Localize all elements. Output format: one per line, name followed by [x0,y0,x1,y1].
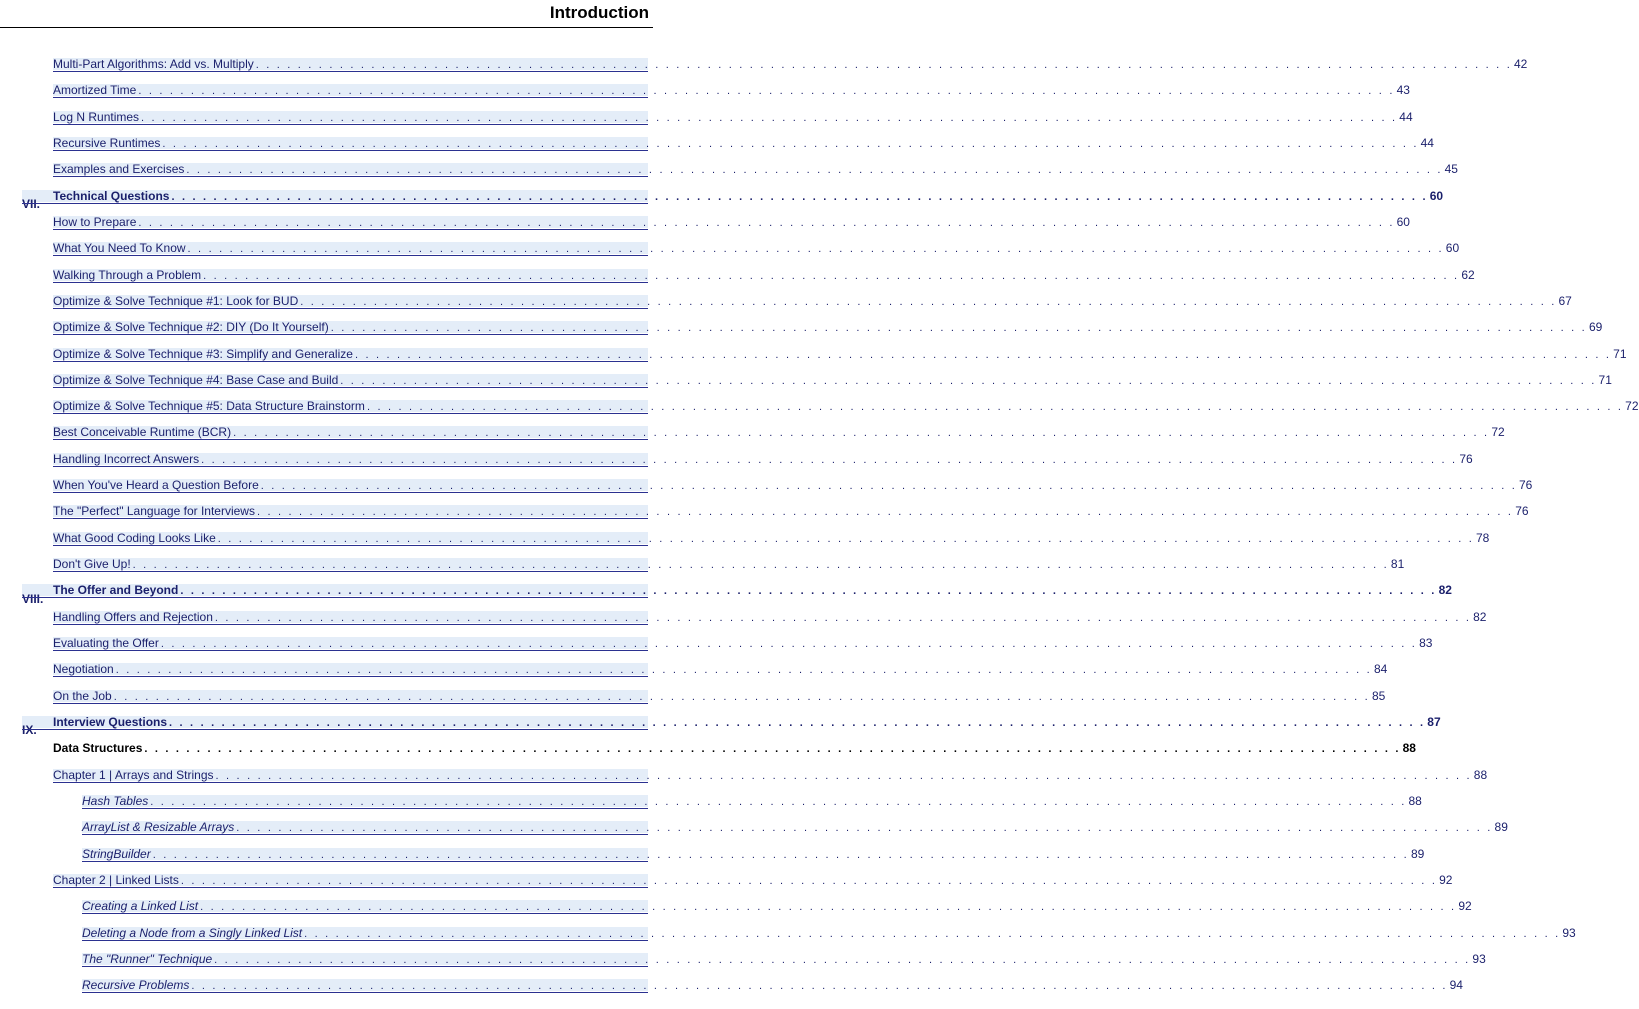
toc-entry-title: Handling Offers and Rejection [53,609,213,624]
dot-leader: . . . . . . . . . . . . . . . . . . . . . . . . . . . . . . . . . . . . . . . . . . . . . . . . . . . . . . . . . . . . . . . . . . . . . . . . . . . . . . . . . . . . . . . . . . . . . . . . . . . . . . . . . . . . . . . . . . . . . . . . [330,322,1587,335]
toc-entry-title: Don't Give Up! [53,557,131,572]
toc-entry[interactable] [0,107,1413,133]
dot-leader: . . . . . . . . . . . . . . . . . . . . . . . . . . . . . . . . . . . . . . . . . . . . . . . . . . . . . . . . . . . . . . . . . . . . . . . . . . . . . . . . . . . . . . . . . . . . . . . . . . . . . . . . . . . . . . . . . . . . . . . . [113,690,1370,703]
toc-entry-link[interactable] [53,265,1475,283]
dot-leader: . . . . . . . . . . . . . . . . . . . . . . . . . . . . . . . . . . . . . . . . . . . . . . . . . . . . . . . . . . . . . . . . . . . . . . . . . . . . . . . . . . . . . . . . . . . . . . . . . . . . . . . . . . . . . . . . . . . . . . . . [200,901,1457,914]
toc-page-number: 60 [1396,214,1410,229]
toc-entry[interactable] [0,54,1528,80]
toc-entry-title: Walking Through a Problem [53,267,202,282]
toc-entry-link[interactable] [53,317,1603,335]
toc-entry-title: Optimize & Solve Technique #2: DIY (Do It Yourself) [53,320,329,335]
toc-entry-link [53,738,1416,756]
toc-part-heading [0,738,1416,764]
dot-leader: . . . . . . . . . . . . . . . . . . . . . . . . . . . . . . . . . . . . . . . . . . . . . . . . . . . . . . . . . . . . . . . . . . . . . . . . . . . . . . . . . . . . . . . . . . . . . . . . . . . . . . . . . . . . . . . . . . . . . . . . [304,927,1561,940]
toc-entry-title: How to Prepare [53,214,137,229]
toc-entry-link[interactable] [22,580,1452,598]
toc-entry-title: Creating a Linked List [82,899,199,914]
toc-page-number: 89 [1494,820,1508,835]
toc-entry-link[interactable] [53,686,1386,704]
toc-page-number: 62 [1461,267,1475,282]
dot-leader: . . . . . . . . . . . . . . . . . . . . . . . . . . . . . . . . . . . . . . . . . . . . . . . . . . . . . . . . . . . . . . . . . . . . . . . . . . . . . . . . . . . . . . . . . . . . . . . . . . . . . . . . . . . . . . . . . . . . . . . . [233,427,1490,440]
toc-entry[interactable] [0,449,1473,475]
toc-entry-title: Multi-Part Algorithms: Add vs. Multiply [53,57,254,71]
toc-entry[interactable] [0,844,1425,870]
toc-entry[interactable] [0,475,1533,501]
toc-page-number: 44 [1420,135,1434,150]
dot-leader: . . . . . . . . . . . . . . . . . . . . . . . . . . . . . . . . . . . . . . . . . . . . . . . . . . . . . . . . . . . . . . . . . . . . . . . . . . . . . . . . . . . . . . . . . . . . . . . . . . . . . . . . . . . . . . . . . . . . . . . . [132,559,1389,572]
toc-entry-link[interactable] [53,291,1572,309]
dot-leader: . . . . . . . . . . . . . . . . . . . . . . . . . . . . . . . . . . . . . . . . . . . . . . . . . . . . . . . . . . . . . . . . . . . . . . . . . . . . . . . . . . . . . . . . . . . . . . . . . . . . . . . . . . . . . . . . . . . . . . . . [180,874,1438,887]
toc-entry-link[interactable] [53,501,1529,519]
toc-entry[interactable] [0,396,1639,422]
toc-entry-link[interactable] [53,396,1639,414]
toc-entry-link[interactable] [53,449,1473,467]
toc-page-number: 43 [1396,83,1410,98]
toc-entry-title: The Offer and Beyond [53,583,179,598]
toc-page-number: 93 [1562,925,1576,940]
toc-entry[interactable] [0,344,1627,370]
toc-entry[interactable] [0,923,1576,949]
toc-entry-title: Log N Runtimes [53,109,140,124]
dot-leader: . . . . . . . . . . . . . . . . . . . . . . . . . . . . . . . . . . . . . . . . . . . . . . . . . . . . . . . . . . . . . . . . . . . . . . . . . . . . . . . . . . . . . . . . . . . . . . . . . . . . . . . . . . . . . . . . . . . . . . . . [191,980,1448,993]
toc-entry[interactable] [0,80,1410,106]
toc-entry-link[interactable] [82,791,1422,809]
toc-entry[interactable] [0,238,1460,264]
toc-page-number: 42 [1513,57,1528,71]
toc-page-number: 76 [1519,478,1533,493]
dot-leader: . . . . . . . . . . . . . . . . . . . . . . . . . . . . . . . . . . . . . . . . . . . . . . . . . . . . . . . . . . . . . . . . . . . . . . . . . . . . . . . . . . . . . . . . . . . . . . . . . . . . . . . . . . . . . . . . . . . . . . . . [215,769,1472,782]
toc-entry-title: What You Need To Know [53,241,186,256]
toc-entry-link[interactable] [53,633,1433,651]
toc-entry-link[interactable] [82,896,1472,914]
toc-page-number: 71 [1598,372,1612,387]
toc-entry-link[interactable] [82,949,1486,967]
toc-entry-link[interactable] [53,133,1434,151]
toc-entry-title: ArrayList & Resizable Arrays [82,820,235,835]
page-header-title: Introduction [549,3,649,22]
toc-entry-title: Optimize & Solve Technique #4: Base Case and Build [53,372,339,387]
toc-page-number: 82 [1438,583,1452,598]
dot-leader: . . . . . . . . . . . . . . . . . . . . . . . . . . . . . . . . . . . . . . . . . . . . . . . . . . . . . . . . . . . . . . . . . . . . . . . . . . . . . . . . . . . . . . . . . . . . . . . . . . . . . . . . . . . . . . . . . . . . . . . . [214,953,1471,966]
dot-leader: . . . . . . . . . . . . . . . . . . . . . . . . . . . . . . . . . . . . . . . . . . . . . . . . . . . . . . . . . . . . . . . . . . . . . . . . . . . . . . . . . . . . . . . . . . . . . . . . . . . . . . . . . . . . . . . . . . . . . . . . [171,190,1428,203]
toc-entry-title: Examples and Exercises [53,162,185,177]
toc-entry-link[interactable] [53,422,1505,440]
toc-page-number: 82 [1473,609,1487,624]
dot-leader: . . . . . . . . . . . . . . . . . . . . . . . . . . . . . . . . . . . . . . . . . . . . . . . . . . . . . . . . . . . . . . . . . . . . . . . . . . . . . . . . . . . . . . . . . . . . . . . . . . . . . . . . . . . . . . . . . . . . . . . . [300,295,1557,308]
dot-leader: . . . . . . . . . . . . . . . . . . . . . . . . . . . . . . . . . . . . . . . . . . . . . . . . . . . . . . . . . . . . . . . . . . . . . . . . . . . . . . . . . . . . . . . . . . . . . . . . . . . . . . . . . . . . . . . . . . . . . . . . [354,348,1612,361]
dot-leader: . . . . . . . . . . . . . . . . . . . . . . . . . . . . . . . . . . . . . . . . . . . . . . . . . . . . . . . . . . . . . . . . . . . . . . . . . . . . . . . . . . . . . . . . . . . . . . . . . . . . . . . . . . . . . . . . . . . . . . . . [180,585,1437,598]
toc-page-number: 45 [1444,162,1458,177]
dot-leader: . . . . . . . . . . . . . . . . . . . . . . . . . . . . . . . . . . . . . . . . . . . . . . . . . . . . . . . . . . . . . . . . . . . . . . . . . . . . . . . . . . . . . . . . . . . . . . . . . . . . . . . . . . . . . . . . . . . . . . . . [152,848,1409,861]
toc-entry-title: Evaluating the Offer [53,636,159,651]
toc-entry-link[interactable] [82,817,1508,835]
toc-entry-title: StringBuilder [82,846,151,861]
toc-entry[interactable] [0,528,1490,554]
toc-page-number: 60 [1429,188,1444,203]
toc-page-number: 92 [1458,899,1472,914]
toc-entry-link[interactable] [53,159,1458,177]
toc-entry-title: Handling Incorrect Answers [53,451,200,466]
toc-entry-title: When You've Heard a Question Before [53,478,259,493]
toc-entry[interactable] [0,133,1434,159]
toc-entry[interactable] [0,975,1463,1001]
toc-entry-title: The "Perfect" Language for Interviews [53,504,255,519]
toc-entry[interactable] [0,159,1458,185]
toc-entry-title: What Good Coding Looks Like [53,530,216,545]
toc-entry-title: Best Conceivable Runtime (BCR) [53,425,232,440]
toc-entry[interactable] [0,370,1612,396]
toc-page-number: 89 [1410,846,1425,861]
toc-entry-title: Recursive Runtimes [53,135,161,150]
toc-page-number: 76 [1459,451,1473,466]
dot-leader: . . . . . . . . . . . . . . . . . . . . . . . . . . . . . . . . . . . . . . . . . . . . . . . . . . . . . . . . . . . . . . . . . . . . . . . . . . . . . . . . . . . . . . . . . . . . . . . . . . . . . . . . . . . . . . . . . . . . . . . . [217,532,1474,545]
toc-entry-title: Recursive Problems [82,978,190,993]
dot-leader: . . . . . . . . . . . . . . . . . . . . . . . . . . . . . . . . . . . . . . . . . . . . . . . . . . . . . . . . . . . . . . . . . . . . . . . . . . . . . . . . . . . . . . . . . . . . . . . . . . . . . . . . . . . . . . . . . . . . . . . . [201,453,1458,466]
header-divider [0,27,653,28]
toc-entry-title: Negotiation [53,662,114,677]
toc-page-number: 85 [1371,688,1386,703]
toc-page-number: 88 [1473,767,1488,782]
toc-page-number: 71 [1613,346,1627,361]
toc-page-number: 60 [1445,241,1460,256]
dot-leader: . . . . . . . . . . . . . . . . . . . . . . . . . . . . . . . . . . . . . . . . . . . . . . . . . . . . . . . . . . . . . . . . . . . . . . . . . . . . . . . . . . . . . . . . . . . . . . . . . . . . . . . . . . . . . . . . . . . . . . . . [236,822,1493,835]
toc-entry-link[interactable] [82,844,1425,862]
toc-entry-link[interactable] [53,659,1388,677]
toc-page-number: 44 [1399,109,1413,124]
toc-entry[interactable] [0,554,1405,580]
dot-leader: . . . . . . . . . . . . . . . . . . . . . . . . . . . . . . . . . . . . . . . . . . . . . . . . . . . . . . . . . . . . . . . . . . . . . . . . . . . . . . . . . . . . . . . . . . . . . . . . . . . . . . . . . . . . . . . . . . . . . . . . [203,269,1460,282]
dot-leader: . . . . . . . . . . . . . . . . . . . . . . . . . . . . . . . . . . . . . . . . . . . . . . . . . . . . . . . . . . . . . . . . . . . . . . . . . . . . . . . . . . . . . . . . . . . . . . . . . . . . . . . . . . . . . . . . . . . . . . . . [214,611,1472,624]
toc-entry[interactable] [0,633,1433,659]
toc-entry-title: Chapter 1 | Arrays and Strings [53,767,214,782]
toc-entry[interactable] [0,686,1386,712]
toc-entry-link[interactable] [53,370,1612,388]
toc-section-number: VIII. [22,591,44,606]
dot-leader: . . . . . . . . . . . . . . . . . . . . . . . . . . . . . . . . . . . . . . . . . . . . . . . . . . . . . . . . . . . . . . . . . . . . . . . . . . . . . . . . . . . . . . . . . . . . . . . . . . . . . . . . . . . . . . . . . . . . . . . . [366,401,1624,414]
dot-leader: . . . . . . . . . . . . . . . . . . . . . . . . . . . . . . . . . . . . . . . . . . . . . . . . . . . . . . . . . . . . . . . . . . . . . . . . . . . . . . . . . . . . . . . . . . . . . . . . . . . . . . . . . . . . . . . . . . . . . . . . [340,374,1597,387]
toc-section-row[interactable] [0,186,1444,212]
toc-page-number: 67 [1558,293,1572,308]
toc-page-number: 84 [1373,662,1388,677]
dot-leader: . . . . . . . . . . . . . . . . . . . . . . . . . . . . . . . . . . . . . . . . . . . . . . . . . . . . . . . . . . . . . . . . . . . . . . . . . . . . . . . . . . . . . . . . . . . . . . . . . . . . . . . . . . . . . . . . . . . . . . . . [255,59,1512,71]
toc-page-number: 72 [1491,425,1505,440]
toc-entry[interactable] [0,317,1603,343]
toc-page-number: 81 [1390,557,1405,572]
toc-entry-link[interactable] [53,344,1627,362]
toc-entry[interactable] [0,765,1488,791]
toc-entry[interactable] [0,422,1505,448]
toc-entry-link[interactable] [53,554,1405,572]
toc-entry[interactable] [0,791,1422,817]
toc-entry-link[interactable] [82,923,1576,941]
toc-entry-link[interactable] [53,607,1487,625]
toc-entry[interactable] [0,896,1472,922]
toc-entry-link[interactable] [53,765,1488,783]
toc-entry-link[interactable] [22,186,1444,204]
dot-leader: . . . . . . . . . . . . . . . . . . . . . . . . . . . . . . . . . . . . . . . . . . . . . . . . . . . . . . . . . . . . . . . . . . . . . . . . . . . . . . . . . . . . . . . . . . . . . . . . . . . . . . . . . . . . . . . . . . . . . . . . [138,85,1395,98]
toc-entry-title: Interview Questions [53,715,168,729]
toc-entry-link[interactable] [22,712,1441,730]
toc-entry[interactable] [0,607,1487,633]
toc-entry[interactable] [0,212,1410,238]
dot-leader: . . . . . . . . . . . . . . . . . . . . . . . . . . . . . . . . . . . . . . . . . . . . . . . . . . . . . . . . . . . . . . . . . . . . . . . . . . . . . . . . . . . . . . . . . . . . . . . . . . . . . . . . . . . . . . . . . . . . . . . . [160,638,1418,651]
toc-entry-title: Data Structures [53,741,143,756]
toc-entry-link[interactable] [53,212,1410,230]
toc-page-number: 92 [1439,872,1453,887]
dot-leader: . . . . . . . . . . . . . . . . . . . . . . . . . . . . . . . . . . . . . . . . . . . . . . . . . . . . . . . . . . . . . . . . . . . . . . . . . . . . . . . . . . . . . . . . . . . . . . . . . . . . . . . . . . . . . . . . . . . . . . . . [162,137,1419,150]
toc-entry[interactable] [0,870,1453,896]
toc-entry[interactable] [0,265,1475,291]
dot-leader: . . . . . . . . . . . . . . . . . . . . . . . . . . . . . . . . . . . . . . . . . . . . . . . . . . . . . . . . . . . . . . . . . . . . . . . . . . . . . . . . . . . . . . . . . . . . . . . . . . . . . . . . . . . . . . . . . . . . . . . . [144,743,1401,756]
toc-entry[interactable] [0,817,1508,843]
toc-entry-title: Hash Tables [82,793,149,808]
toc-page-number: 88 [1408,793,1422,808]
toc-entry-link[interactable] [53,870,1453,888]
toc-section-number: VII. [22,196,41,211]
dot-leader: . . . . . . . . . . . . . . . . . . . . . . . . . . . . . . . . . . . . . . . . . . . . . . . . . . . . . . . . . . . . . . . . . . . . . . . . . . . . . . . . . . . . . . . . . . . . . . . . . . . . . . . . . . . . . . . . . . . . . . . . [256,506,1514,519]
toc-entry[interactable] [0,291,1572,317]
dot-leader: . . . . . . . . . . . . . . . . . . . . . . . . . . . . . . . . . . . . . . . . . . . . . . . . . . . . . . . . . . . . . . . . . . . . . . . . . . . . . . . . . . . . . . . . . . . . . . . . . . . . . . . . . . . . . . . . . . . . . . . . [260,480,1517,493]
toc-entry-link[interactable] [53,528,1490,546]
toc-entry[interactable] [0,501,1529,527]
toc-section-row[interactable] [0,580,1452,606]
dot-leader: . . . . . . . . . . . . . . . . . . . . . . . . . . . . . . . . . . . . . . . . . . . . . . . . . . . . . . . . . . . . . . . . . . . . . . . . . . . . . . . . . . . . . . . . . . . . . . . . . . . . . . . . . . . . . . . . . . . . . . . . [169,717,1426,729]
dot-leader: . . . . . . . . . . . . . . . . . . . . . . . . . . . . . . . . . . . . . . . . . . . . . . . . . . . . . . . . . . . . . . . . . . . . . . . . . . . . . . . . . . . . . . . . . . . . . . . . . . . . . . . . . . . . . . . . . . . . . . . . [141,111,1398,124]
toc-entry-title: Deleting a Node from a Singly Linked List [82,925,303,940]
toc-page-number: 93 [1472,951,1486,966]
toc-entry-title: The "Runner" Technique [82,951,213,966]
dot-leader: . . . . . . . . . . . . . . . . . . . . . . . . . . . . . . . . . . . . . . . . . . . . . . . . . . . . . . . . . . . . . . . . . . . . . . . . . . . . . . . . . . . . . . . . . . . . . . . . . . . . . . . . . . . . . . . . . . . . . . . . [186,164,1443,177]
dot-leader: . . . . . . . . . . . . . . . . . . . . . . . . . . . . . . . . . . . . . . . . . . . . . . . . . . . . . . . . . . . . . . . . . . . . . . . . . . . . . . . . . . . . . . . . . . . . . . . . . . . . . . . . . . . . . . . . . . . . . . . . [115,664,1372,677]
toc-page-number: 76 [1515,504,1529,519]
toc-page-number: 78 [1476,530,1490,545]
dot-leader: . . . . . . . . . . . . . . . . . . . . . . . . . . . . . . . . . . . . . . . . . . . . . . . . . . . . . . . . . . . . . . . . . . . . . . . . . . . . . . . . . . . . . . . . . . . . . . . . . . . . . . . . . . . . . . . . . . . . . . . . [138,216,1395,229]
toc-entry-title: Technical Questions [53,188,170,203]
toc-entry-title: Optimize & Solve Technique #3: Simplify and Generalize [53,346,353,361]
toc-entry-link[interactable] [53,107,1413,125]
toc-entry-link[interactable] [53,475,1533,493]
toc-entry-link[interactable] [53,54,1528,72]
toc-entry-link[interactable] [53,80,1410,98]
toc-page-number: 72 [1625,399,1639,414]
dot-leader: . . . . . . . . . . . . . . . . . . . . . . . . . . . . . . . . . . . . . . . . . . . . . . . . . . . . . . . . . . . . . . . . . . . . . . . . . . . . . . . . . . . . . . . . . . . . . . . . . . . . . . . . . . . . . . . . . . . . . . . . [150,795,1407,808]
toc-entry-title: Optimize & Solve Technique #1: Look for BUD [53,293,299,308]
toc-entry[interactable] [0,949,1486,975]
toc-section-number: IX. [22,723,37,738]
toc-entry-title: Optimize & Solve Technique #5: Data Structure Brainstorm [53,399,365,414]
toc-entry-title: On the Job [53,688,112,703]
dot-leader: . . . . . . . . . . . . . . . . . . . . . . . . . . . . . . . . . . . . . . . . . . . . . . . . . . . . . . . . . . . . . . . . . . . . . . . . . . . . . . . . . . . . . . . . . . . . . . . . . . . . . . . . . . . . . . . . . . . . . . . . [187,243,1444,256]
toc-entry[interactable] [0,659,1388,685]
toc-entry-link[interactable] [53,238,1460,256]
toc-page-number: 87 [1427,715,1441,729]
toc-section-row[interactable] [0,712,1441,738]
toc-entry-title: Amortized Time [53,83,137,98]
toc-page-number: 69 [1588,320,1603,335]
toc-page-number: 88 [1402,741,1416,756]
toc-page-number: 83 [1419,636,1433,651]
toc-entry-link[interactable] [82,975,1463,993]
toc-page-number: 94 [1449,978,1463,993]
toc-entry-title: Chapter 2 | Linked Lists [53,872,179,887]
